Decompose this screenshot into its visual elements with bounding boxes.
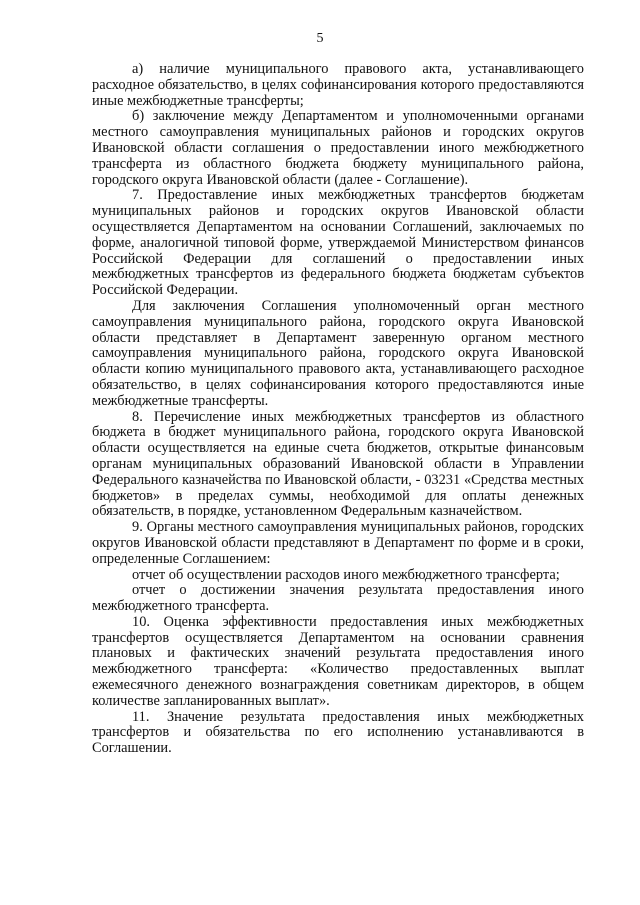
- paragraph-result-report: отчет о достижении значения результата предоставления иного межбюджетного трансферта.: [92, 582, 584, 615]
- document-body: [92, 62, 584, 757]
- paragraph-11-result-value: 11. Значение результата предоставления иных межбюджетных трансфертов и обязательства по его исполнению устанавливаются в Соглашении.: [92, 708, 584, 757]
- paragraph-b-agreement: б) заключение между Департаментом и уполномоченными органами местного самоуправления муниципальных районов и городских округов Ивановской области соглашения о предоставлении иного межбюджетного трансферта из областного бюджета бюджету муниципального района, городского округа Ивановской области (далее - Соглашение).: [92, 108, 584, 188]
- paragraph-agreement-conclusion: Для заключения Соглашения уполномоченный орган местного самоуправления муниципального района, городского округа Ивановской области представляет в Департамент заверенную органом местного самоуправления муниципального района, городского округа Ивановской области копию муниципального правового акта, устанавливающего расходное обязательство, в целях софинансирования которого предоставляются иные межбюджетные трансферты.: [92, 297, 584, 409]
- page-number: 5: [316, 31, 324, 46]
- paragraph-9-reporting: 9. Органы местного самоуправления муниципальных районов, городских округов Ивановской области представляют в Департамент по форме и в сроки, определенные Соглашением:: [92, 519, 584, 567]
- paragraph-10-efficiency: 10. Оценка эффективности предоставления иных межбюджетных трансфертов осуществляется Департаментом на основании сравнения плановых и фактических значений результата предоставления иного межбюджетного трансферта: «Количество предоставленных выплат ежемесячного денежного вознаграждения советникам директоров, в общем количестве запланированных выплат».: [92, 613, 584, 709]
- paragraph-a-municipal-act: а) наличие муниципального правового акта, устанавливающего расходное обязательство, в целях софинансирования которого предоставляются иные межбюджетные трансферты;: [92, 61, 584, 109]
- paragraph-expenses-report: отчет об осуществлении расходов иного межбюджетного трансферта;: [132, 566, 560, 583]
- paragraph-8-transfer: 8. Перечисление иных межбюджетных трансфертов из областного бюджета в бюджет муниципального района, городского округа Ивановской области осуществляется на единые счета бюджетов, открытые финансовым органам муниципальных образований Ивановской области в Управлении Федерального казначейства по Ивановской области, - 03231 «Средства местных бюджетов» в пределах суммы, необходимой для оплаты денежных обязательств, в порядке, установленном Федеральным казначейством.: [92, 408, 584, 520]
- paragraph-7-provision: 7. Предоставление иных межбюджетных трансфертов бюджетам муниципальных районов и городских округов Ивановской области осуществляется Департаментом на основании Соглашений, заключаемых по форме, аналогичной типовой форме, утверждаемой Министерством финансов Российской Федерации для соглашений о предоставлении иных межбюджетных трансфертов из федерального бюджета бюджетам субъектов Российской Федерации.: [92, 187, 584, 299]
